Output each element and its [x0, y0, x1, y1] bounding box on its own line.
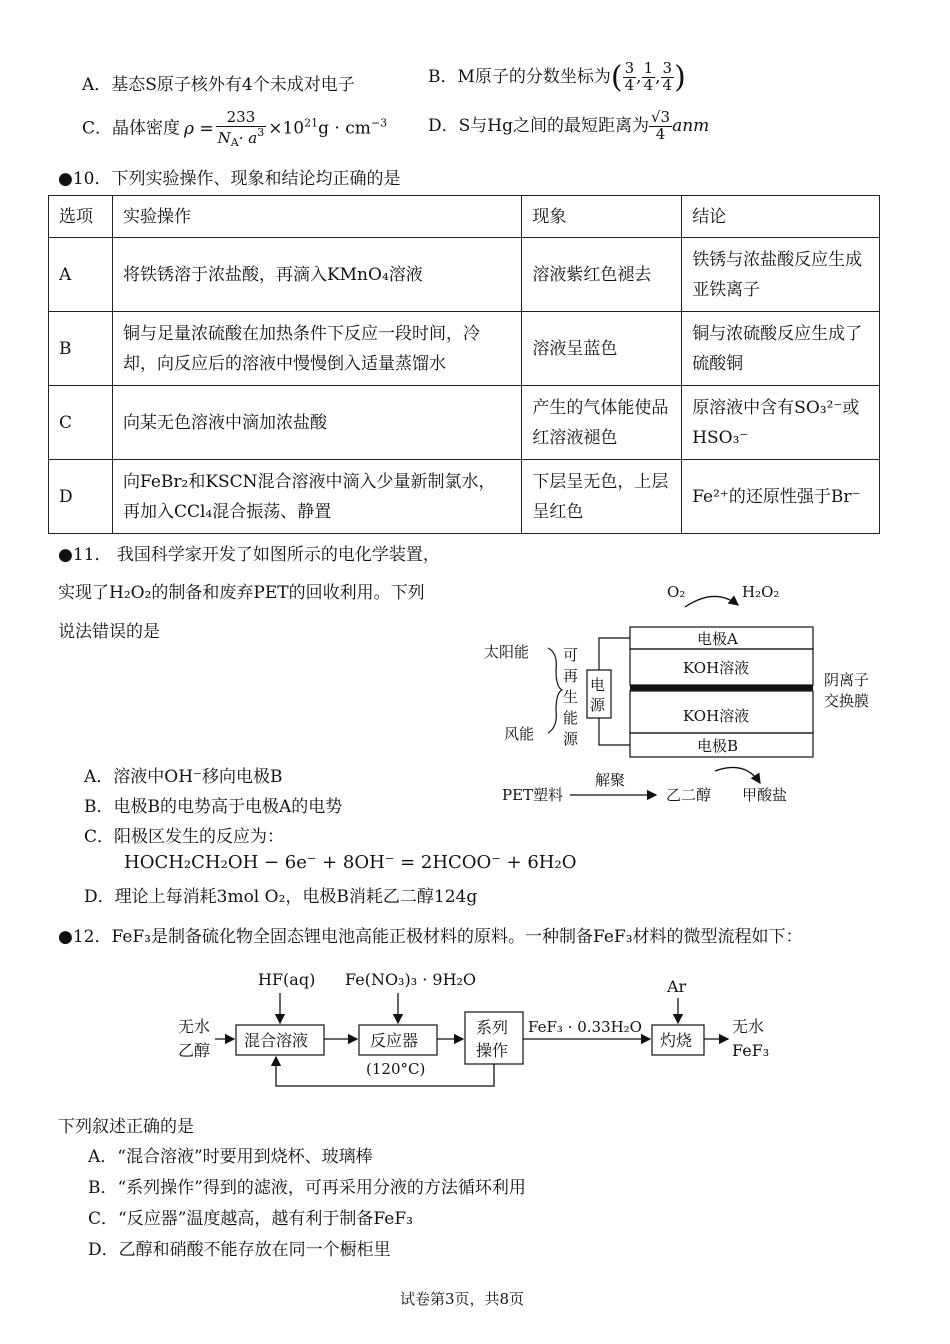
q11-line3: 说法错误的是: [58, 622, 160, 642]
q10-title: ●10．下列实验操作、现象和结论均正确的是: [58, 169, 401, 189]
brace: [548, 648, 562, 733]
solar-label: 太阳能: [484, 643, 530, 661]
ethanol-1: 无水: [178, 1017, 211, 1036]
coord-2-num: 1: [643, 59, 654, 78]
distance-unit: anm: [672, 115, 710, 136]
rho-symbol: ρ =: [184, 118, 214, 139]
q9-option-d: [428, 110, 709, 143]
sqrt3: √3: [650, 108, 671, 126]
q9-option-d-text: D．S与Hg之间的最短距离为: [428, 115, 649, 136]
q12-title: ●12．FeF₃是制备硫化物全固态锂电池高能正极材料的原料。一种制备FeF₃材料的微型流程如下：: [58, 927, 803, 947]
q11-option-d: D．理论上每消耗3mol O₂，电极B消耗乙二醇124g: [84, 887, 478, 907]
q11-option-c: C．阳极区发生的反应为：: [84, 827, 285, 847]
q11-line1: ●11． 我国科学家开发了如图所示的电化学装置，: [58, 545, 440, 565]
o2-label: O₂: [667, 583, 686, 601]
q11-option-b: B．电极B的电势高于电极A的电势: [84, 797, 343, 817]
renewable-4: 能: [563, 709, 579, 727]
avogadro-symbol: N: [217, 128, 231, 147]
h2o2-label: H₂O₂: [742, 583, 780, 601]
table-row: [49, 312, 880, 386]
glycol-arrow: [715, 767, 760, 783]
hf-label: HF(aq): [258, 970, 316, 989]
exp-21: 21: [304, 116, 319, 130]
q9-option-b-text: B．M原子的分数坐标为: [428, 67, 611, 87]
row-phenomenon: 溶液紫红色褪去: [522, 238, 682, 312]
lattice-a: · a: [238, 128, 258, 147]
coord-1-num: 3: [624, 59, 635, 78]
coord-1-den: 4: [624, 76, 635, 94]
table-row: [49, 386, 880, 460]
burn-label: 灼烧: [660, 1031, 693, 1050]
table-header-row: [49, 196, 880, 238]
membrane-label-2: 交换膜: [824, 692, 870, 710]
q12-option-d: D．乙醇和硝酸不能存放在同一个橱柜里: [88, 1240, 391, 1260]
o2-arrow: [685, 596, 738, 607]
q9-option-b: B．M原子的分数坐标为( $\frac{3}{4}$ , $\frac{1}{4}$ , $\frac{3}{4}$ ): [428, 59, 686, 95]
times-ten: ×10: [268, 118, 305, 139]
page-footer: 试卷第3页，共8页: [400, 1290, 525, 1308]
cube-exp: 3: [257, 125, 265, 139]
q11-equation: HOCH₂CH₂OH − 6e⁻ + 8OH⁻ = 2HCOO⁻ + 6H₂O: [124, 852, 577, 873]
wire-bottom: [599, 718, 630, 745]
mix-label: 混合溶液: [244, 1031, 309, 1050]
renewable-2: 再: [563, 667, 579, 685]
reactor-label: 反应器: [370, 1031, 419, 1050]
power-char-2: 源: [590, 696, 606, 714]
power-char-1: 电: [590, 676, 606, 694]
row-conclusion: 铁锈与浓盐酸反应生成亚铁离子: [682, 238, 880, 312]
koh-upper-label: KOH溶液: [683, 659, 750, 677]
q12-option-c: C．“反应器”温度越高，越有利于制备FeF₃: [88, 1209, 413, 1229]
row-option: D: [49, 460, 113, 534]
row-conclusion: 铜与浓硫酸反应生成了硫酸铜: [682, 312, 880, 386]
product-2: FeF₃: [732, 1041, 770, 1060]
row-phenomenon: 产生的气体能使品红溶液褪色: [522, 386, 682, 460]
row-conclusion: 原溶液中含有SO₃²⁻或HSO₃⁻: [682, 386, 880, 460]
renewable-3: 生: [563, 688, 579, 706]
renewable-1: 可: [563, 646, 579, 664]
ethanol-2: 乙醇: [178, 1041, 211, 1060]
coord-2-den: 4: [643, 76, 654, 94]
renewable-5: 源: [563, 730, 579, 748]
q12-option-a: A．“混合溶液”时要用到烧杯、玻璃棒: [88, 1147, 373, 1167]
header-option: 选项: [49, 196, 113, 238]
four: 4: [655, 124, 666, 143]
depoly-label: 解聚: [595, 771, 626, 789]
row-operation: 向FeBr₂和KSCN混合溶液中滴入少量新制氯水，再加入CCl₄混合振荡、静置: [112, 460, 521, 534]
pet-label: PET塑料: [502, 786, 564, 804]
unit-exp: −3: [370, 116, 388, 130]
glycol-label: 乙二醇: [666, 786, 712, 804]
row-conclusion: Fe²⁺的还原性强于Br⁻: [682, 460, 880, 534]
fe-salt-label: Fe(NO₃)₃ · 9H₂O: [345, 970, 477, 989]
row-operation: 铜与足量浓硫酸在加热条件下反应一段时间，冷却，向反应后的溶液中慢慢倒入适量蒸馏水: [112, 312, 521, 386]
density-numerator: 233: [216, 110, 267, 127]
electrochem-diagram: [470, 575, 890, 815]
series-label-1: 系列: [476, 1018, 509, 1037]
avogadro-sub: A: [230, 135, 239, 149]
q9-option-c-text: C．晶体密度: [82, 118, 181, 139]
row-option: A: [49, 238, 113, 312]
header-operation: 实验操作: [112, 196, 521, 238]
electrode-b-label: 电极B: [697, 737, 739, 755]
anion-membrane: [630, 685, 813, 691]
q9-option-a: A．基态S原子核外有4个未成对电子: [82, 75, 355, 95]
table-row: [49, 460, 880, 534]
wire-top: [599, 638, 630, 670]
coord-3-den: 4: [662, 76, 673, 94]
q12-stem: 下列叙述正确的是: [58, 1117, 194, 1137]
row-phenomenon: 溶液呈蓝色: [522, 312, 682, 386]
q9-option-c: [82, 110, 387, 148]
formate-label: 甲酸盐: [742, 786, 788, 804]
density-unit: g · cm: [318, 118, 371, 139]
product-1: 无水: [732, 1017, 765, 1036]
flow-diagram: [170, 960, 790, 1090]
wind-label: 风能: [504, 725, 535, 743]
table-row: [49, 238, 880, 312]
row-phenomenon: 下层呈无色，上层呈红色: [522, 460, 682, 534]
reactor-temp: (120°C): [366, 1060, 426, 1078]
membrane-label-1: 阴离子: [824, 671, 870, 689]
series-label-2: 操作: [476, 1041, 509, 1060]
row-option: C: [49, 386, 113, 460]
electrode-a-label: 电极A: [697, 630, 738, 648]
q11-line2: 实现了H₂O₂的制备和废弃PET的回收利用。下列: [58, 583, 425, 603]
q11-option-a: A．溶液中OH⁻移向电极B: [84, 767, 283, 787]
row-operation: 将铁锈溶于浓盐酸，再滴入KMnO₄溶液: [112, 238, 521, 312]
hydrate-label: FeF₃ · 0.33H₂O: [528, 1018, 642, 1036]
q10-table: [48, 195, 880, 534]
header-conclusion: 结论: [682, 196, 880, 238]
ar-label: Ar: [667, 977, 687, 996]
q12-option-b: B．“系列操作”得到的滤液，可再采用分液的方法循环利用: [88, 1178, 526, 1198]
row-option: B: [49, 312, 113, 386]
coord-3-num: 3: [662, 59, 673, 78]
header-phenomenon: 现象: [522, 196, 682, 238]
koh-lower-label: KOH溶液: [683, 707, 750, 725]
row-operation: 向某无色溶液中滴加浓盐酸: [112, 386, 521, 460]
